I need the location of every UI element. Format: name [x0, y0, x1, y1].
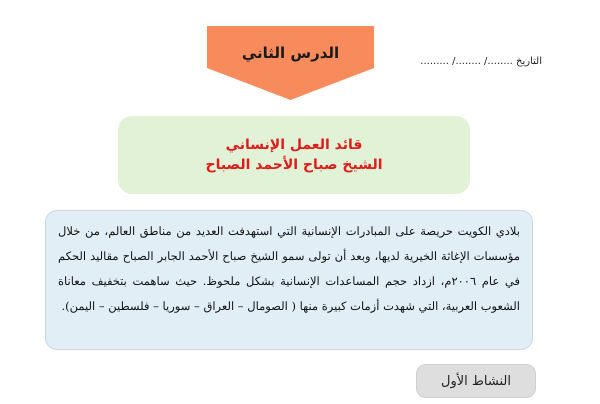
body-paragraph: بلادي الكويت حريصة على المبادرات الإنسانية التي استهدفت العديد من مناطق العالم، من خلال مؤسسات الإغاثة الخيرية لديها، وبعد أن تولى سمو الشيخ صباح الأحمد الجابر الصباح مقاليد الحكم في عام ٢٠٠٦م، ازداد حجم المساعدات الإنسانية بشكل ملحوظ. حيث ساهمت بتخفيف معاناة الشعوب العربية، التي شهدت أزمات كبيرة منها ( الصومال – العراق – سوريا – فلسطين – اليمن). — [58, 224, 520, 313]
title-line-1: قائد العمل الإنساني — [225, 137, 363, 153]
title-line-2: الشيخ صباح الأحمد الصباح — [205, 157, 383, 173]
activity-label: النشاط الأول — [416, 364, 536, 398]
banner-shape — [207, 26, 374, 100]
lesson-title: الدرس الثاني — [241, 44, 340, 62]
lesson-banner — [207, 26, 374, 100]
text-box — [45, 210, 533, 350]
date-line: التاريخ ......../ ......../ ......... — [420, 56, 542, 67]
title-box — [118, 116, 470, 194]
